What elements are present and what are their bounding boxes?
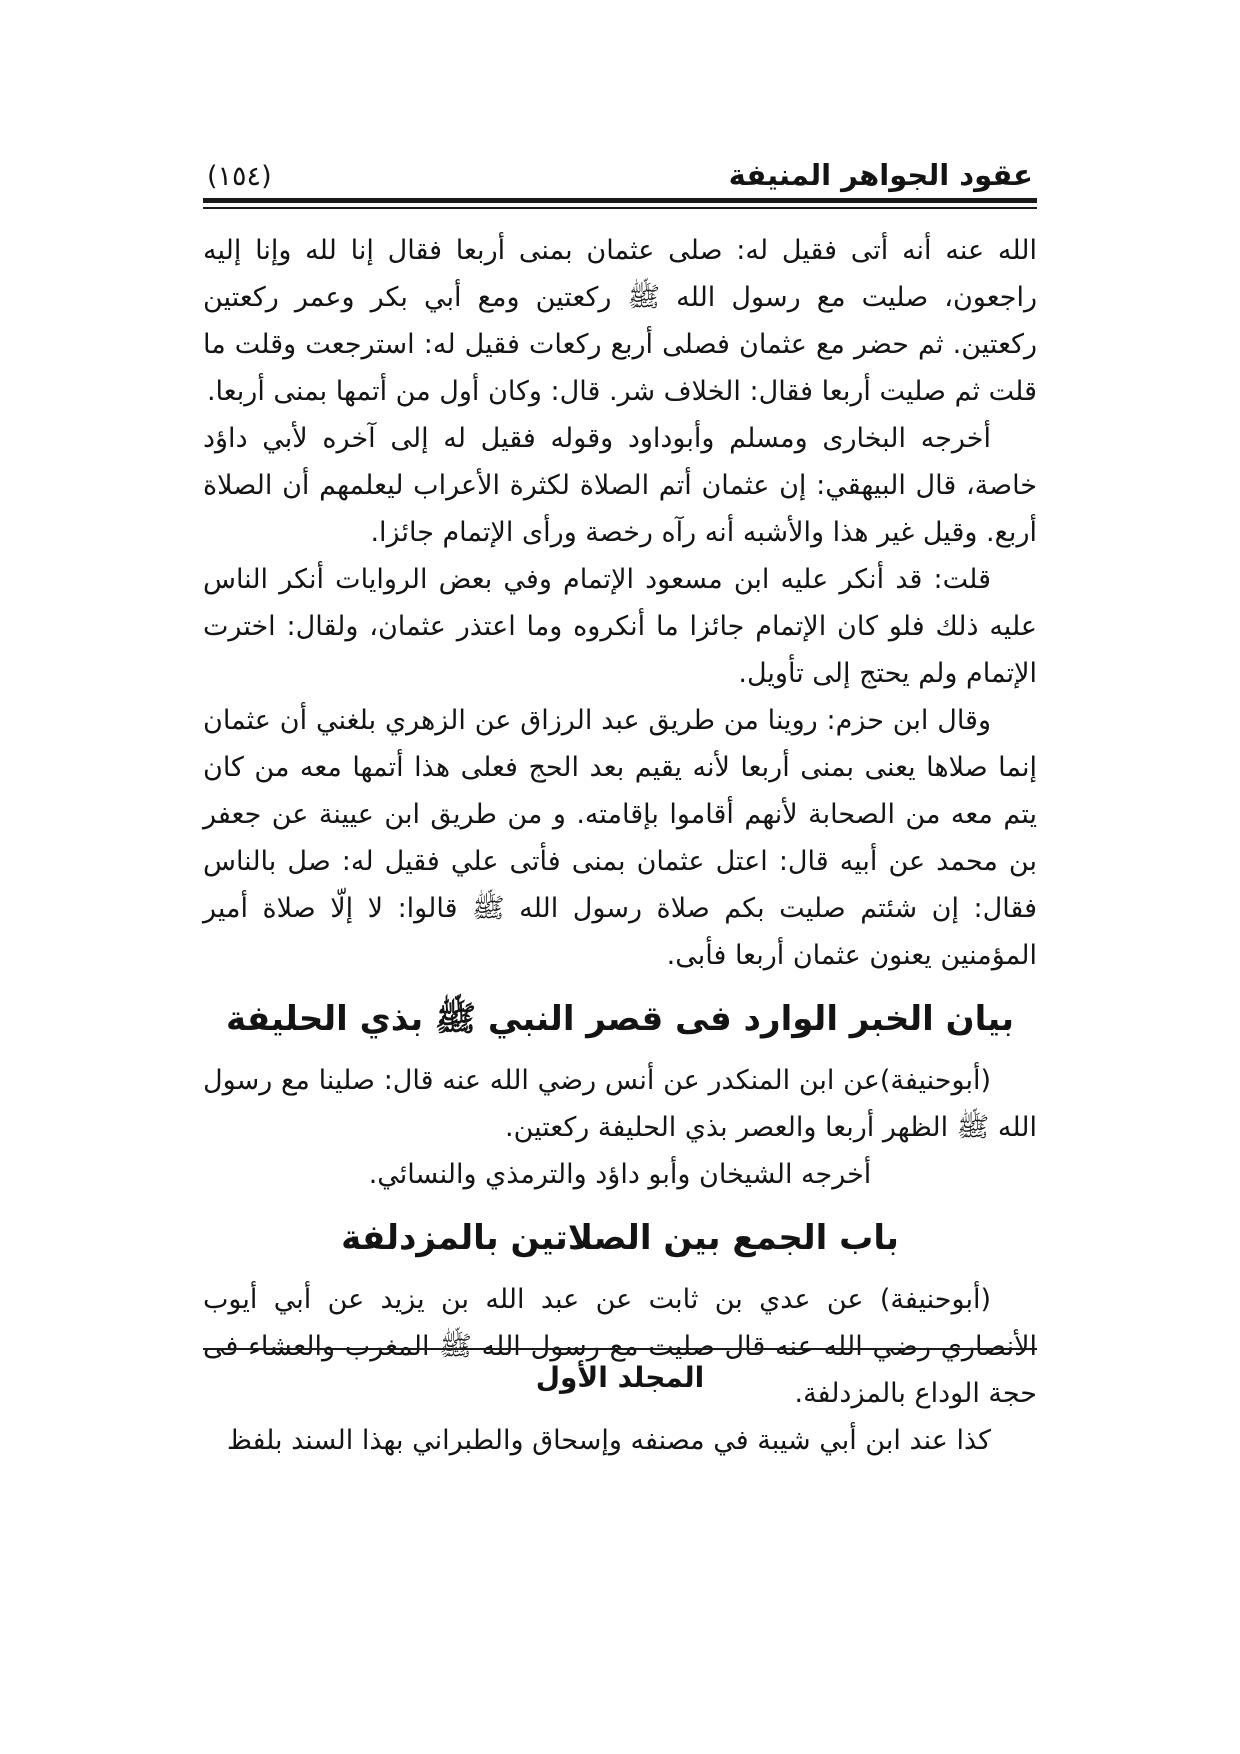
book-title: عقود الجواهر المنيفة xyxy=(728,158,1033,192)
page-footer xyxy=(203,1348,1037,1398)
body-text xyxy=(203,227,1037,1464)
page-content xyxy=(203,158,1037,1464)
page-number: (١٥٤) xyxy=(207,161,272,192)
paragraph-takhrij-shaykhan: أخرجه الشيخان وأبو داؤد والترمذي والنسائي. xyxy=(368,1159,872,1190)
paragraph-ibn-hazm: وقال ابن حزم: روينا من طريق عبد الرزاق عن الزهري بلغني أن عثمان إنما صلاها يعنى بمنى أربعا لأنه يقيم بعد الحج فعلى هذا أتمها معه من كان يتم معه من الصحابة لأنهم أقاموا بإقامته. و من طريق ابن عيينة عن جعفر بن محمد عن أبيه قال: اعتل عثمان بمنى فأتى علي فقيل له: صل بالناس فقال: إن شئتم صليت بكم صلاة رسول الله ﷺ قالوا: لا إلّا صلاة أمير المؤمنين يعنون عثمان أربعا فأبى. xyxy=(203,705,1037,971)
page-header xyxy=(203,158,1037,198)
footer-rule xyxy=(203,1348,1037,1350)
paragraph-qultu: قلت: قد أنكر عليه ابن مسعود الإتمام وفي بعض الروايات أنكر الناس عليه ذلك فلو كان الإتمام جائزا ما أنكروه وما اعتذر عثمان، ولقال: اخترت الإتمام ولم يحتج إلى تأويل. xyxy=(203,564,1037,689)
paragraph-takhrij-bukhari: أخرجه البخارى ومسلم وأبوداود وقوله فقيل له إلى آخره لأبي داؤد خاصة، قال البيهقي: إن عثمان أتم الصلاة لكثرة الأعراب ليعلمهم أن الصلاة أربع. وقيل غير هذا والأشبه أنه رآه رخصة ورأى الإتمام جائزا. xyxy=(203,423,1037,548)
section-heading-dhul-hulayfa: بيان الخبر الوارد فى قصر النبي ﷺ بذي الحليفة xyxy=(225,999,1015,1039)
header-rule xyxy=(203,198,1037,209)
paragraph-kadha-inda: كذا عند ابن أبي شيبة في مصنفه وإسحاق والطبراني بهذا السند بلفظ xyxy=(226,1425,991,1456)
paragraph-abu-hanifa-adi: (أبوحنيفة) عن عدي بن ثابت عن عبد الله بن يزيد عن أبي أيوب الأنصاري رضي الله عنه قال صليت مع رسول الله ﷺ المغرب والعشاء فى حجة الوداع بالمزدلفة. xyxy=(203,1284,1037,1409)
section-heading-muzdalifa: باب الجمع بين الصلاتين بالمزدلفة xyxy=(341,1218,899,1258)
paragraph-continuation: الله عنه أنه أتى فقيل له: صلى عثمان بمنى أربعا فقال إنا لله وإنا إليه راجعون، صليت مع رسول الله ﷺ ركعتين ومع أبي بكر وعمر ركعتين ركعتين. ثم حضر مع عثمان فصلى أربع ركعات فقيل له: استرجعت وقلت ما قلت ثم صليت أربعا فقال: الخلاف شر. قال: وكان أول من أتمها بمنى أربعا. xyxy=(203,235,1037,407)
volume-label: المجلد الأول xyxy=(535,1361,705,1394)
paragraph-abu-hanifa-anas: (أبوحنيفة)عن ابن المنكدر عن أنس رضي الله عنه قال: صلينا مع رسول الله ﷺ الظهر أربعا والعصر بذي الحليفة ركعتين. xyxy=(203,1065,1037,1143)
